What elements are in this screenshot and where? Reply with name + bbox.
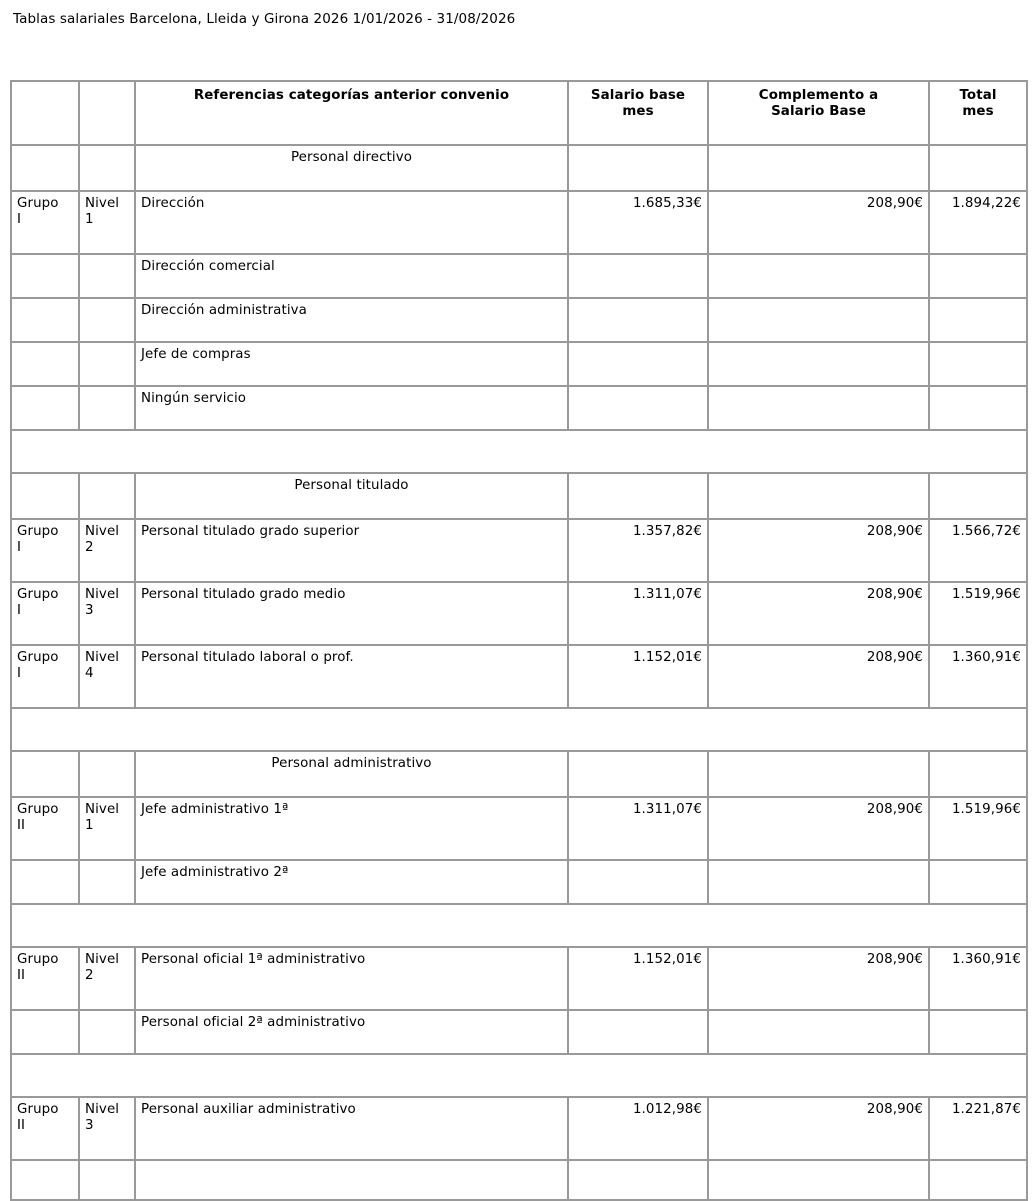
grupo-cell: Grupo II (11, 1097, 79, 1160)
total-cell (929, 751, 1027, 797)
salario-base-cell (568, 860, 708, 904)
complemento-cell: 208,90€ (708, 1097, 929, 1160)
table-row (11, 191, 1027, 254)
column-header-referencias: Referencias categorías anterior convenio (135, 81, 568, 145)
table-row (11, 1010, 1027, 1054)
complemento-cell: 208,90€ (708, 519, 929, 582)
total-cell: 1.360,91€ (929, 947, 1027, 1010)
grupo-cell (11, 298, 79, 342)
categoria-cell: Jefe administrativo 1ª (135, 797, 568, 860)
nivel-cell (79, 860, 135, 904)
nivel-cell: Nivel 3 (79, 1097, 135, 1160)
table-row (11, 582, 1027, 645)
nivel-cell (79, 254, 135, 298)
nivel-cell (79, 342, 135, 386)
complemento-cell (708, 254, 929, 298)
total-cell: 1.221,87€ (929, 1097, 1027, 1160)
grupo-cell (11, 1010, 79, 1054)
nivel-cell: Nivel 2 (79, 519, 135, 582)
grupo-cell (11, 254, 79, 298)
spacer-row (11, 1054, 1027, 1097)
spacer-row (11, 430, 1027, 473)
salario-base-cell: 1.311,07€ (568, 582, 708, 645)
nivel-cell: Nivel 3 (79, 582, 135, 645)
complemento-cell: 208,90€ (708, 947, 929, 1010)
categoria-cell: Dirección administrativa (135, 298, 568, 342)
categoria-cell: Personal auxiliar administrativo (135, 1097, 568, 1160)
grupo-cell (11, 386, 79, 430)
nivel-cell (79, 1160, 135, 1200)
categoria-cell: Jefe de compras (135, 342, 568, 386)
page-title: Tablas salariales Barcelona, Lleida y Girona 2026 1/01/2026 - 31/08/2026 (13, 11, 516, 27)
nivel-cell: Nivel 1 (79, 191, 135, 254)
grupo-cell: Grupo II (11, 797, 79, 860)
categoria-cell: Personal oficial 2ª administrativo (135, 1010, 568, 1054)
table-row (11, 254, 1027, 298)
section-row-personal-titulado (11, 473, 1027, 519)
complemento-cell (708, 145, 929, 191)
table-row-clipped (11, 1160, 1027, 1200)
grupo-cell: Grupo II (11, 947, 79, 1010)
salario-base-cell (568, 254, 708, 298)
nivel-cell: Nivel 4 (79, 645, 135, 708)
total-cell (929, 342, 1027, 386)
grupo-cell: Grupo I (11, 519, 79, 582)
header-row (11, 81, 1027, 145)
column-header-total: Total mes (929, 81, 1027, 145)
total-cell (929, 254, 1027, 298)
spacer-row (11, 708, 1027, 751)
table-row (11, 797, 1027, 860)
nivel-cell: Nivel 2 (79, 947, 135, 1010)
salario-base-cell (568, 145, 708, 191)
complemento-cell: 208,90€ (708, 191, 929, 254)
complemento-cell (708, 342, 929, 386)
categoria-cell: Personal oficial 1ª administrativo (135, 947, 568, 1010)
column-header-grupo (11, 81, 79, 145)
categoria-cell: Dirección (135, 191, 568, 254)
salary-table (10, 80, 1028, 1201)
nivel-cell (79, 145, 135, 191)
grupo-cell (11, 751, 79, 797)
table-row (11, 519, 1027, 582)
complemento-cell: 208,90€ (708, 582, 929, 645)
nivel-cell (79, 751, 135, 797)
salario-base-cell: 1.685,33€ (568, 191, 708, 254)
column-header-salario-base: Salario base mes (568, 81, 708, 145)
nivel-cell: Nivel 1 (79, 797, 135, 860)
complemento-cell: 208,90€ (708, 645, 929, 708)
complemento-cell (708, 860, 929, 904)
grupo-cell (11, 1160, 79, 1200)
salario-base-cell (568, 751, 708, 797)
complemento-cell (708, 473, 929, 519)
table-row (11, 386, 1027, 430)
salario-base-cell (568, 386, 708, 430)
total-cell (929, 860, 1027, 904)
table-row (11, 298, 1027, 342)
total-cell (929, 145, 1027, 191)
salario-base-cell: 1.152,01€ (568, 645, 708, 708)
complemento-cell (708, 1010, 929, 1054)
total-cell (929, 473, 1027, 519)
categoria-cell: Personal titulado grado superior (135, 519, 568, 582)
total-cell: 1.519,96€ (929, 797, 1027, 860)
section-label-cell: Personal titulado (135, 473, 568, 519)
total-cell: 1.894,22€ (929, 191, 1027, 254)
column-header-complemento: Complemento a Salario Base (708, 81, 929, 145)
grupo-cell: Grupo I (11, 645, 79, 708)
table-row (11, 342, 1027, 386)
categoria-cell: Jefe administrativo 2ª (135, 860, 568, 904)
table-row (11, 645, 1027, 708)
spacer-cell (11, 904, 1027, 947)
spacer-cell (11, 1054, 1027, 1097)
spacer-row (11, 904, 1027, 947)
complemento-cell (708, 386, 929, 430)
section-row-personal-directivo (11, 145, 1027, 191)
complemento-cell (708, 1160, 929, 1200)
nivel-cell (79, 386, 135, 430)
spacer-cell (11, 430, 1027, 473)
salario-base-cell: 1.357,82€ (568, 519, 708, 582)
grupo-cell (11, 342, 79, 386)
salario-base-cell (568, 1010, 708, 1054)
categoria-cell: Personal titulado grado medio (135, 582, 568, 645)
section-label-cell: Personal directivo (135, 145, 568, 191)
total-cell (929, 1010, 1027, 1054)
table-row (11, 860, 1027, 904)
table-row (11, 947, 1027, 1010)
categoria-cell: Personal titulado laboral o prof. (135, 645, 568, 708)
table-row (11, 1097, 1027, 1160)
salario-base-cell: 1.311,07€ (568, 797, 708, 860)
grupo-cell (11, 473, 79, 519)
nivel-cell (79, 1010, 135, 1054)
spacer-cell (11, 708, 1027, 751)
nivel-cell (79, 473, 135, 519)
column-header-nivel (79, 81, 135, 145)
section-label-cell: Personal administrativo (135, 751, 568, 797)
grupo-cell (11, 860, 79, 904)
categoria-cell (135, 1160, 568, 1200)
categoria-cell: Ningún servicio (135, 386, 568, 430)
section-row-personal-administrativo (11, 751, 1027, 797)
salario-base-cell (568, 473, 708, 519)
total-cell: 1.360,91€ (929, 645, 1027, 708)
salario-base-cell (568, 298, 708, 342)
salario-base-cell (568, 1160, 708, 1200)
grupo-cell: Grupo I (11, 191, 79, 254)
salario-base-cell: 1.152,01€ (568, 947, 708, 1010)
grupo-cell (11, 145, 79, 191)
nivel-cell (79, 298, 135, 342)
categoria-cell: Dirección comercial (135, 254, 568, 298)
complemento-cell (708, 298, 929, 342)
complemento-cell: 208,90€ (708, 797, 929, 860)
total-cell (929, 1160, 1027, 1200)
total-cell: 1.566,72€ (929, 519, 1027, 582)
salario-base-cell: 1.012,98€ (568, 1097, 708, 1160)
salario-base-cell (568, 342, 708, 386)
total-cell (929, 298, 1027, 342)
complemento-cell (708, 751, 929, 797)
total-cell: 1.519,96€ (929, 582, 1027, 645)
total-cell (929, 386, 1027, 430)
grupo-cell: Grupo I (11, 582, 79, 645)
